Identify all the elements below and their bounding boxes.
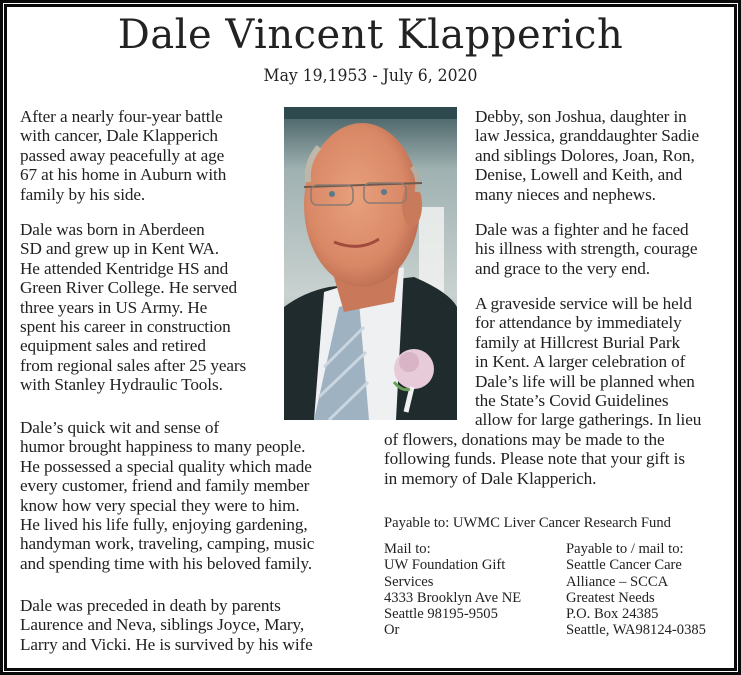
paragraph-survivors: [475, 107, 699, 204]
text-line: Payable to / mail to:: [566, 541, 684, 557]
text-line: Dale’s life will be planned when: [475, 371, 695, 391]
portrait-image: [284, 107, 457, 420]
text-line: the State’s Covid Guidelines: [475, 391, 669, 411]
text-line: Dale was a fighter and he faced: [475, 220, 689, 239]
donation-fund-line: Payable to: UWMC Liver Cancer Research Fund: [384, 515, 671, 531]
text-line: Laurence and Neva, siblings Joyce, Mary,: [20, 615, 305, 635]
text-line: and siblings Dolores, Joan, Ron,: [475, 145, 695, 165]
paragraph-donations: [384, 430, 685, 488]
text-line: for attendance by immediately: [475, 313, 682, 333]
text-line: Dale was preceded in death by parents: [20, 596, 281, 615]
text-line: following funds. Please note that your gift is: [384, 449, 685, 469]
text-line: passed away peacefully at age: [20, 145, 225, 165]
text-line: with Stanley Hydraulic Tools.: [20, 375, 223, 395]
text-line: Mail to:: [384, 541, 431, 557]
text-line: spent his career in construction: [20, 317, 231, 337]
text-line: He attended Kentridge HS and: [20, 258, 229, 278]
text-line: Services: [384, 573, 434, 590]
text-line: Green River College. He served: [20, 278, 238, 298]
portrait-photo: [284, 107, 457, 420]
text-line: Denise, Lowell and Keith, and: [475, 165, 683, 185]
text-line: A graveside service will be held: [475, 294, 692, 313]
text-line: his illness with strength, courage: [475, 239, 698, 259]
text-line: Or: [384, 622, 400, 639]
text-line: every customer, friend and family member: [20, 476, 310, 496]
paragraph-intro: [20, 107, 226, 204]
text-line: UW Foundation Gift: [384, 557, 506, 574]
text-line: Seattle 98195-9505: [384, 606, 498, 623]
text-line: know how very special they were to him.: [20, 495, 300, 515]
text-line: law Jessica, granddaughter Sadie: [475, 126, 699, 146]
text-line: P.O. Box 24385: [566, 606, 659, 623]
paragraph-fighter: [475, 220, 697, 278]
text-line: 4333 Brooklyn Ave NE: [384, 589, 522, 606]
text-line: 67 at his home in Auburn with: [20, 165, 227, 185]
text-line: three years in US Army. He: [20, 297, 208, 317]
text-line: allow for large gatherings. In lieu: [475, 410, 702, 430]
text-line: After a nearly four-year battle: [20, 107, 223, 126]
text-line: humor brought happiness to many people.: [20, 437, 306, 457]
text-line: family by his side.: [20, 184, 146, 204]
text-line: SD and grew up in Kent WA.: [20, 239, 220, 259]
text-line: Alliance – SCCA: [566, 573, 669, 590]
text-line: and spending time with his beloved family.: [20, 553, 313, 573]
text-line: Dale was born in Aberdeen: [20, 220, 205, 239]
text-line: Seattle, WA98124-0385: [566, 622, 706, 639]
text-line: of flowers, donations may be made to the: [384, 430, 665, 449]
paragraph-personality: [20, 418, 314, 573]
paragraph-bio: [20, 220, 246, 395]
text-line: in Kent. A larger celebration of: [475, 352, 686, 372]
paragraph-service: [475, 294, 701, 430]
text-line: Greatest Needs: [566, 589, 655, 606]
text-line: equipment sales and retired: [20, 336, 206, 356]
text-line: He lived his life fully, enjoying gardening,: [20, 515, 308, 535]
text-line: and grace to the very end.: [475, 258, 650, 278]
text-line: with cancer, Dale Klapperich: [20, 126, 218, 146]
text-line: family at Hillcrest Burial Park: [475, 332, 681, 352]
text-line: from regional sales after 25 years: [20, 355, 247, 375]
text-line: He possessed a special quality which made: [20, 456, 312, 476]
text-line: Debby, son Joshua, daughter in: [475, 107, 687, 126]
donation-scca-address: [566, 541, 706, 639]
text-line: handyman work, traveling, camping, music: [20, 534, 315, 554]
donation-uw-address: [384, 541, 521, 639]
text-line: Dale’s quick wit and sense of: [20, 418, 220, 437]
text-line: Seattle Cancer Care: [566, 557, 682, 574]
text-line: many nieces and nephews.: [475, 184, 656, 204]
text-line: Larry and Vicki. He is survived by his wife: [20, 634, 313, 654]
text-line: in memory of Dale Klapperich.: [384, 468, 597, 488]
obituary-name: Dale Vincent Klapperich: [117, 12, 624, 58]
paragraph-family: [20, 596, 313, 654]
obituary-dates: May 19,1953 - July 6, 2020: [263, 66, 478, 86]
